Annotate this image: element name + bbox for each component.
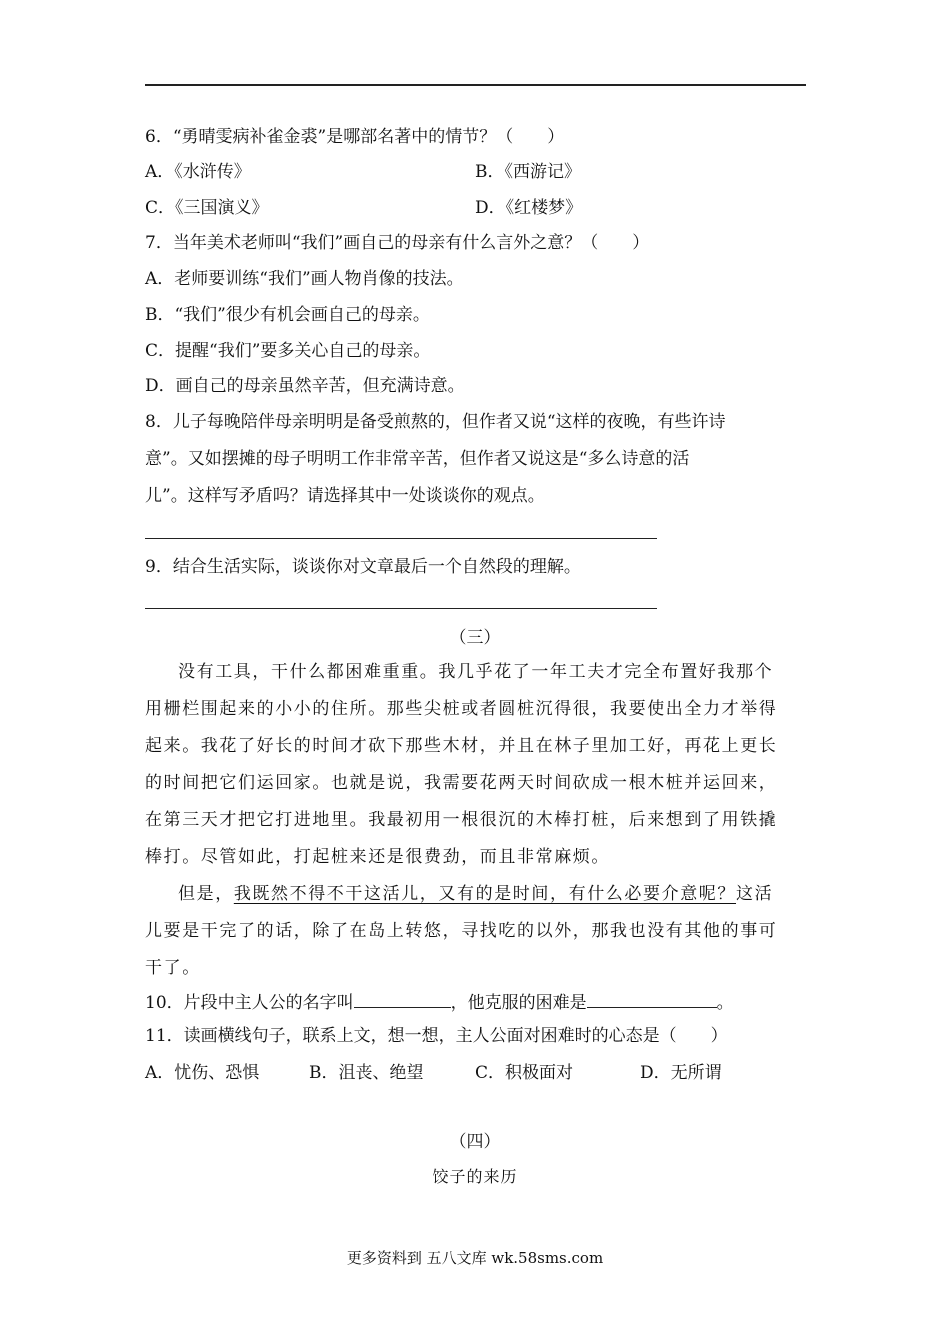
q8-line-1: 8．儿子每晚陪伴母亲明明是备受煎熬的，但作者又说“这样的夜晚，有些许诗 — [145, 412, 726, 432]
q7-option-d: D．画自己的母亲虽然辛苦，但充满诗意。 — [145, 376, 465, 396]
q7-option-c: C．提醒“我们”要多关心自己的母亲。 — [145, 341, 431, 361]
section3-heading: （三） — [449, 628, 501, 648]
q9-answer-line[interactable] — [145, 608, 657, 609]
footer-watermark: 更多资料到 五八文库 wk.58sms.com — [346, 1249, 604, 1267]
q6-option-d: D．《红楼梦》 — [475, 198, 583, 218]
q10-name-blank[interactable] — [354, 989, 451, 1008]
q11-option-c: C．积极面对 — [475, 1063, 574, 1083]
q8-line-3: 儿”。这样写矛盾吗？请选择其中一处谈谈你的观点。 — [145, 486, 545, 506]
passage-line: 在第三天才把它打进地里。我最初用一根很沉的木棒打桩，后来想到了用铁撬 — [145, 810, 778, 830]
passage-line: 干了。 — [145, 958, 201, 978]
passage-line: 用栅栏围起来的小小的住所。那些尖桩或者圆桩沉得很，我要使出全力才举得 — [145, 699, 778, 719]
q11-option-d: D．无所谓 — [640, 1063, 722, 1083]
q11-stem: 11．读画横线句子，联系上文，想一想，主人公面对困难时的心态是（ ） — [145, 1026, 728, 1046]
q6-option-a: A．《水浒传》 — [145, 162, 251, 182]
passage-line: 儿要是干完了的话，除了在岛上转悠，寻找吃的以外，那我也没有其他的事可 — [145, 921, 778, 941]
q10-part2: ，他克服的困难是 — [450, 993, 587, 1013]
q11-option-b: B．沮丧、绝望 — [309, 1063, 424, 1083]
section4-title: 饺子的来历 — [432, 1167, 518, 1186]
q6-stem: 6．“勇晴雯病补雀金裘”是哪部名著中的情节？（ ） — [145, 127, 565, 147]
q10-part3: 。 — [716, 993, 734, 1013]
underlined-sentence: 我既然不得不干这活儿，又有的是时间，有什么必要介意呢？ — [233, 884, 737, 904]
q11-option-a: A．忧伤、恐惧 — [145, 1063, 260, 1083]
q10-line — [145, 989, 734, 1015]
q7-option-b: B．“我们”很少有机会画自己的母亲。 — [145, 305, 430, 325]
q9-stem: 9．结合生活实际，谈谈你对文章最后一个自然段的理解。 — [145, 557, 581, 577]
passage-line: 的时间把它们运回家。也就是说，我需要花两天时间砍成一根木桩并运回来， — [145, 773, 778, 793]
passage-line: 起来。我花了好长的时间才砍下那些木材，并且在林子里加工好，再花上更长 — [145, 736, 778, 756]
para2-suffix: 这活 — [736, 884, 774, 904]
q8-line-2: 意”。又如摆摊的母子明明工作非常辛苦，但作者又说这是“多么诗意的活 — [145, 449, 690, 469]
q10-difficulty-blank[interactable] — [587, 989, 717, 1008]
q7-stem: 7．当年美术老师叫“我们”画自己的母亲有什么言外之意？（ ） — [145, 233, 650, 253]
para2-prefix: 但是， — [178, 884, 234, 904]
passage-line-with-underline — [178, 882, 773, 906]
passage-line: 棒打。尽管如此，打起桩来还是很费劲，而且非常麻烦。 — [145, 847, 610, 867]
q6-option-c: C．《三国演义》 — [145, 198, 269, 218]
passage-line: 没有工具，干什么都困难重重。我几乎花了一年工夫才完全布置好我那个 — [178, 662, 774, 682]
q6-option-b: B．《西游记》 — [475, 162, 581, 182]
q7-option-a: A．老师要训练“我们”画人物肖像的技法。 — [145, 269, 464, 289]
top-rule — [145, 84, 806, 86]
section4-heading: （四） — [449, 1132, 501, 1152]
q8-answer-line[interactable] — [145, 538, 657, 539]
q10-part1: 10．片段中主人公的名字叫 — [145, 993, 354, 1013]
